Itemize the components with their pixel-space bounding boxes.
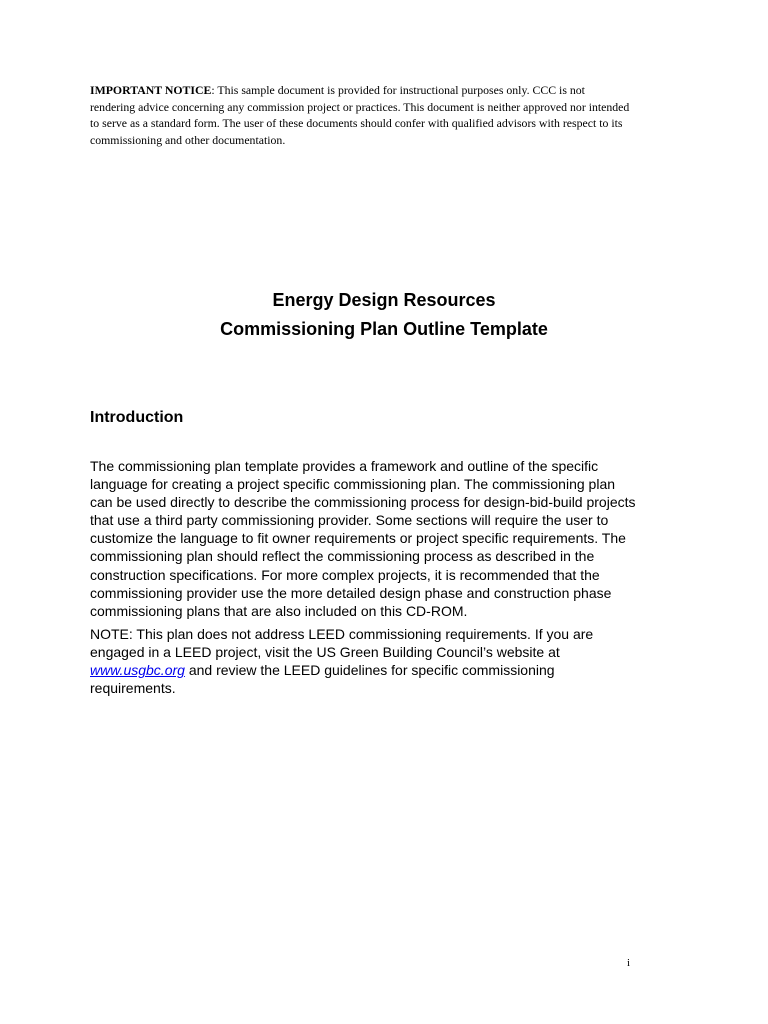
- notice-text-1: : This sample document is provided for instructional purposes only. CCC is not: [211, 83, 585, 97]
- usgbc-link[interactable]: www.usgbc.org: [90, 662, 185, 679]
- important-notice: [90, 82, 680, 148]
- note-line-1: NOTE: This plan does not address LEED commissioning requirements. If you are: [90, 625, 594, 642]
- note-paragraph: [90, 625, 690, 697]
- paragraph-line: construction specifications. For more complex projects, it is recommended that the: [90, 566, 600, 583]
- paragraph-line: The commissioning plan template provides a framework and outline of the specific: [90, 458, 599, 474]
- notice-line-2: rendering advice concerning any commission project or practices. This document is neither approved nor intended: [90, 99, 630, 114]
- introduction-body: [90, 457, 690, 697]
- note-line-3: [90, 661, 690, 679]
- title-line-2: Commissioning Plan Outline Template: [220, 319, 548, 339]
- note-line-4: requirements.: [90, 680, 176, 697]
- notice-line-1: [90, 82, 680, 99]
- page-number: i: [627, 957, 631, 969]
- paragraph-line: can be used directly to describe the commissioning process for design-bid-build projects: [90, 494, 636, 511]
- note-line-3-text: and review the LEED guidelines for specific commissioning: [184, 662, 555, 679]
- paragraph-line: commissioning provider use the more detailed design phase and construction phase: [90, 584, 612, 601]
- document-title: [0, 286, 768, 344]
- notice-line-3: to serve as a standard form. The user of these documents should confer with qualified advisors with respect to its: [90, 116, 623, 130]
- paragraph-line: commissioning plan should reflect the commissioning process as described in the: [90, 548, 595, 565]
- notice-label: IMPORTANT NOTICE: [90, 83, 212, 97]
- introduction-paragraph: [90, 457, 690, 620]
- paragraph-line: commissioning plans that are also included on this CD-ROM.: [90, 602, 468, 619]
- paragraph-line: language for creating a project specific commissioning plan. The commissioning plan: [90, 476, 616, 493]
- title-line-1: Energy Design Resources: [272, 290, 496, 310]
- notice-line-4: commissioning and other documentation.: [90, 132, 286, 147]
- paragraph-line: that use a third party commissioning provider. Some sections will require the user to: [90, 512, 609, 529]
- introduction-heading: Introduction: [90, 409, 184, 426]
- paragraph-line: customize the language to fit owner requirements or project specific requirements. The: [90, 530, 626, 547]
- note-line-2: engaged in a LEED project, visit the US Green Building Council’s website at: [90, 643, 560, 660]
